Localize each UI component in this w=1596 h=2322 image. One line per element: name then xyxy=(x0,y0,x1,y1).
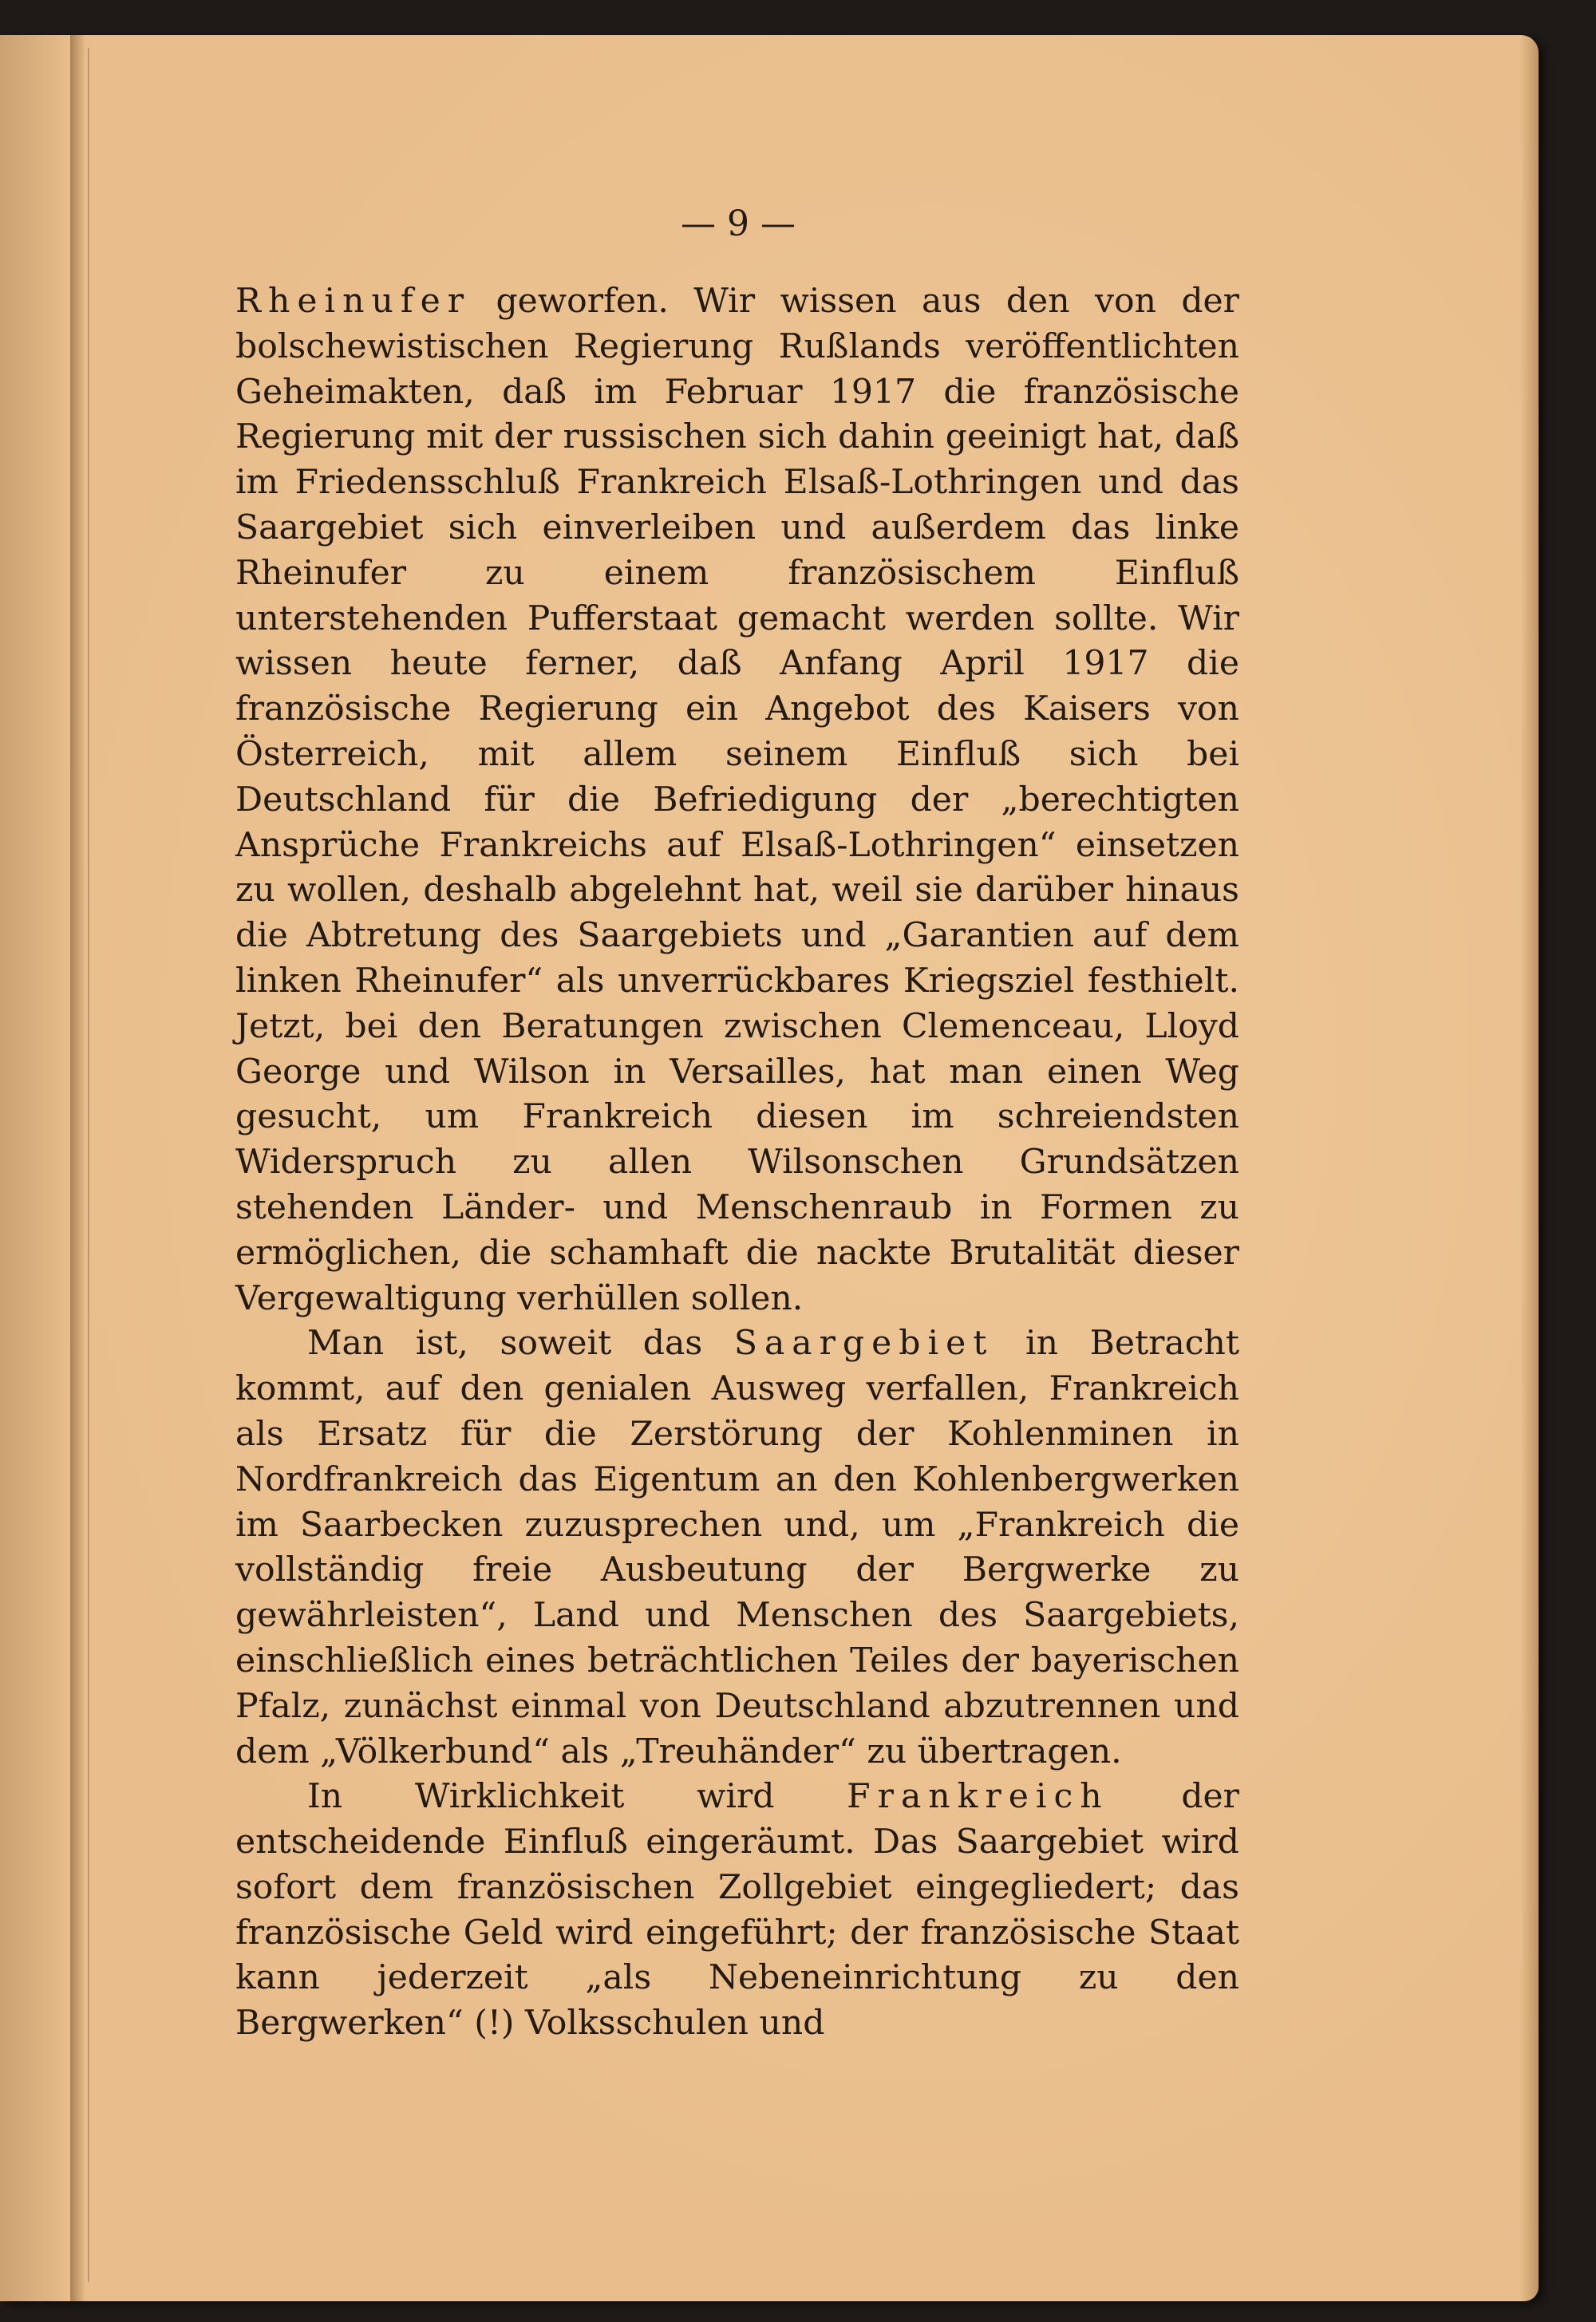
paragraph-3-after: der entscheidende Einfluß eingeräumt. Das Saargebiet wird sofort dem französischen Zollgebiet eingegliedert; das französische Geld wird eingeführt; der französische Staat kann jederzeit „als Nebeneinrichtung zu den Bergwerken“ (!) Volksschulen und xyxy=(235,1777,1239,2044)
paragraph-1-text: geworfen. Wir wissen aus den von der bolschewistischen Regierung Rußlands veröffentlichten Geheimakten, daß im Februar 1917 die französische Regierung mit der russischen sich dahin geeinigt hat, daß im Friedensschluß Frankreich Elsaß-Lothringen und das Saargebiet sich einverleiben und außerdem das linke Rheinufer zu einem französischem Einfluß unterstehenden Pufferstaat gemacht werden sollte. Wir wissen heute ferner, daß Anfang April 1917 die französische Regierung ein Angebot des Kaisers von Österreich, mit allem seinem Einfluß sich bei Deutschland für die Befriedigung der „berechtigten Ansprüche Frankreichs auf Elsaß-Lothringen“ einsetzen zu wollen, deshalb abgelehnt hat, weil sie darüber hinaus die Abtretung des Saargebiets und „Garantien auf dem linken Rheinufer“ als unverrückbares Kriegsziel festhielt. Jetzt, bei den Beratungen zwischen Clemenceau, Lloyd George und Wilson in Versailles, hat man einen Weg gesucht, um Frankreich diesen im schreiendsten Widerspruch zu allen Wilsonschen Grundsätzen stehenden Länder- und Menschenraub in Formen zu ermöglichen, die schamhaft die nackte Brutalität dieser Vergewaltigung verhüllen sollen. xyxy=(235,282,1239,1318)
paragraph-2-before: Man ist, soweit das xyxy=(307,1324,734,1364)
paragraph-2-after: in Betracht kommt, auf den genialen Ausweg verfallen, Frankreich als Ersatz für die Zerstörung der Kohlenminen in Nordfrankreich das Eigentum an den Kohlenbergwerken im Saarbecken zuzusprechen und, um „Frankreich die vollständig freie Ausbeutung der Bergwerke zu gewährleisten“, Land und Menschen des Saargebiets, einschließlich eines beträchtlichen Teiles der bayerischen Pfalz, zunächst einmal von Deutschland abzutrennen und dem „Völkerbund“ als „Treuhänder“ zu übertragen. xyxy=(235,1324,1239,1771)
paragraph-3 xyxy=(235,1775,1239,2047)
paragraph-3-before: In Wirklichkeit wird xyxy=(307,1777,847,1817)
page-fold-line xyxy=(88,48,89,2282)
page-right-edge xyxy=(1520,35,1539,2301)
book-spine-shadow xyxy=(70,35,85,2301)
emphasis-frankreich: Frankreich xyxy=(847,1777,1109,1817)
body-text xyxy=(235,279,1239,2047)
emphasis-saargebiet: Saargebiet xyxy=(733,1324,994,1364)
paragraph-1 xyxy=(235,279,1239,1321)
paragraph-2 xyxy=(235,1321,1239,1775)
page-number: — 9 — xyxy=(681,203,796,244)
emphasis-rheinufer: Rheinufer xyxy=(235,282,472,321)
